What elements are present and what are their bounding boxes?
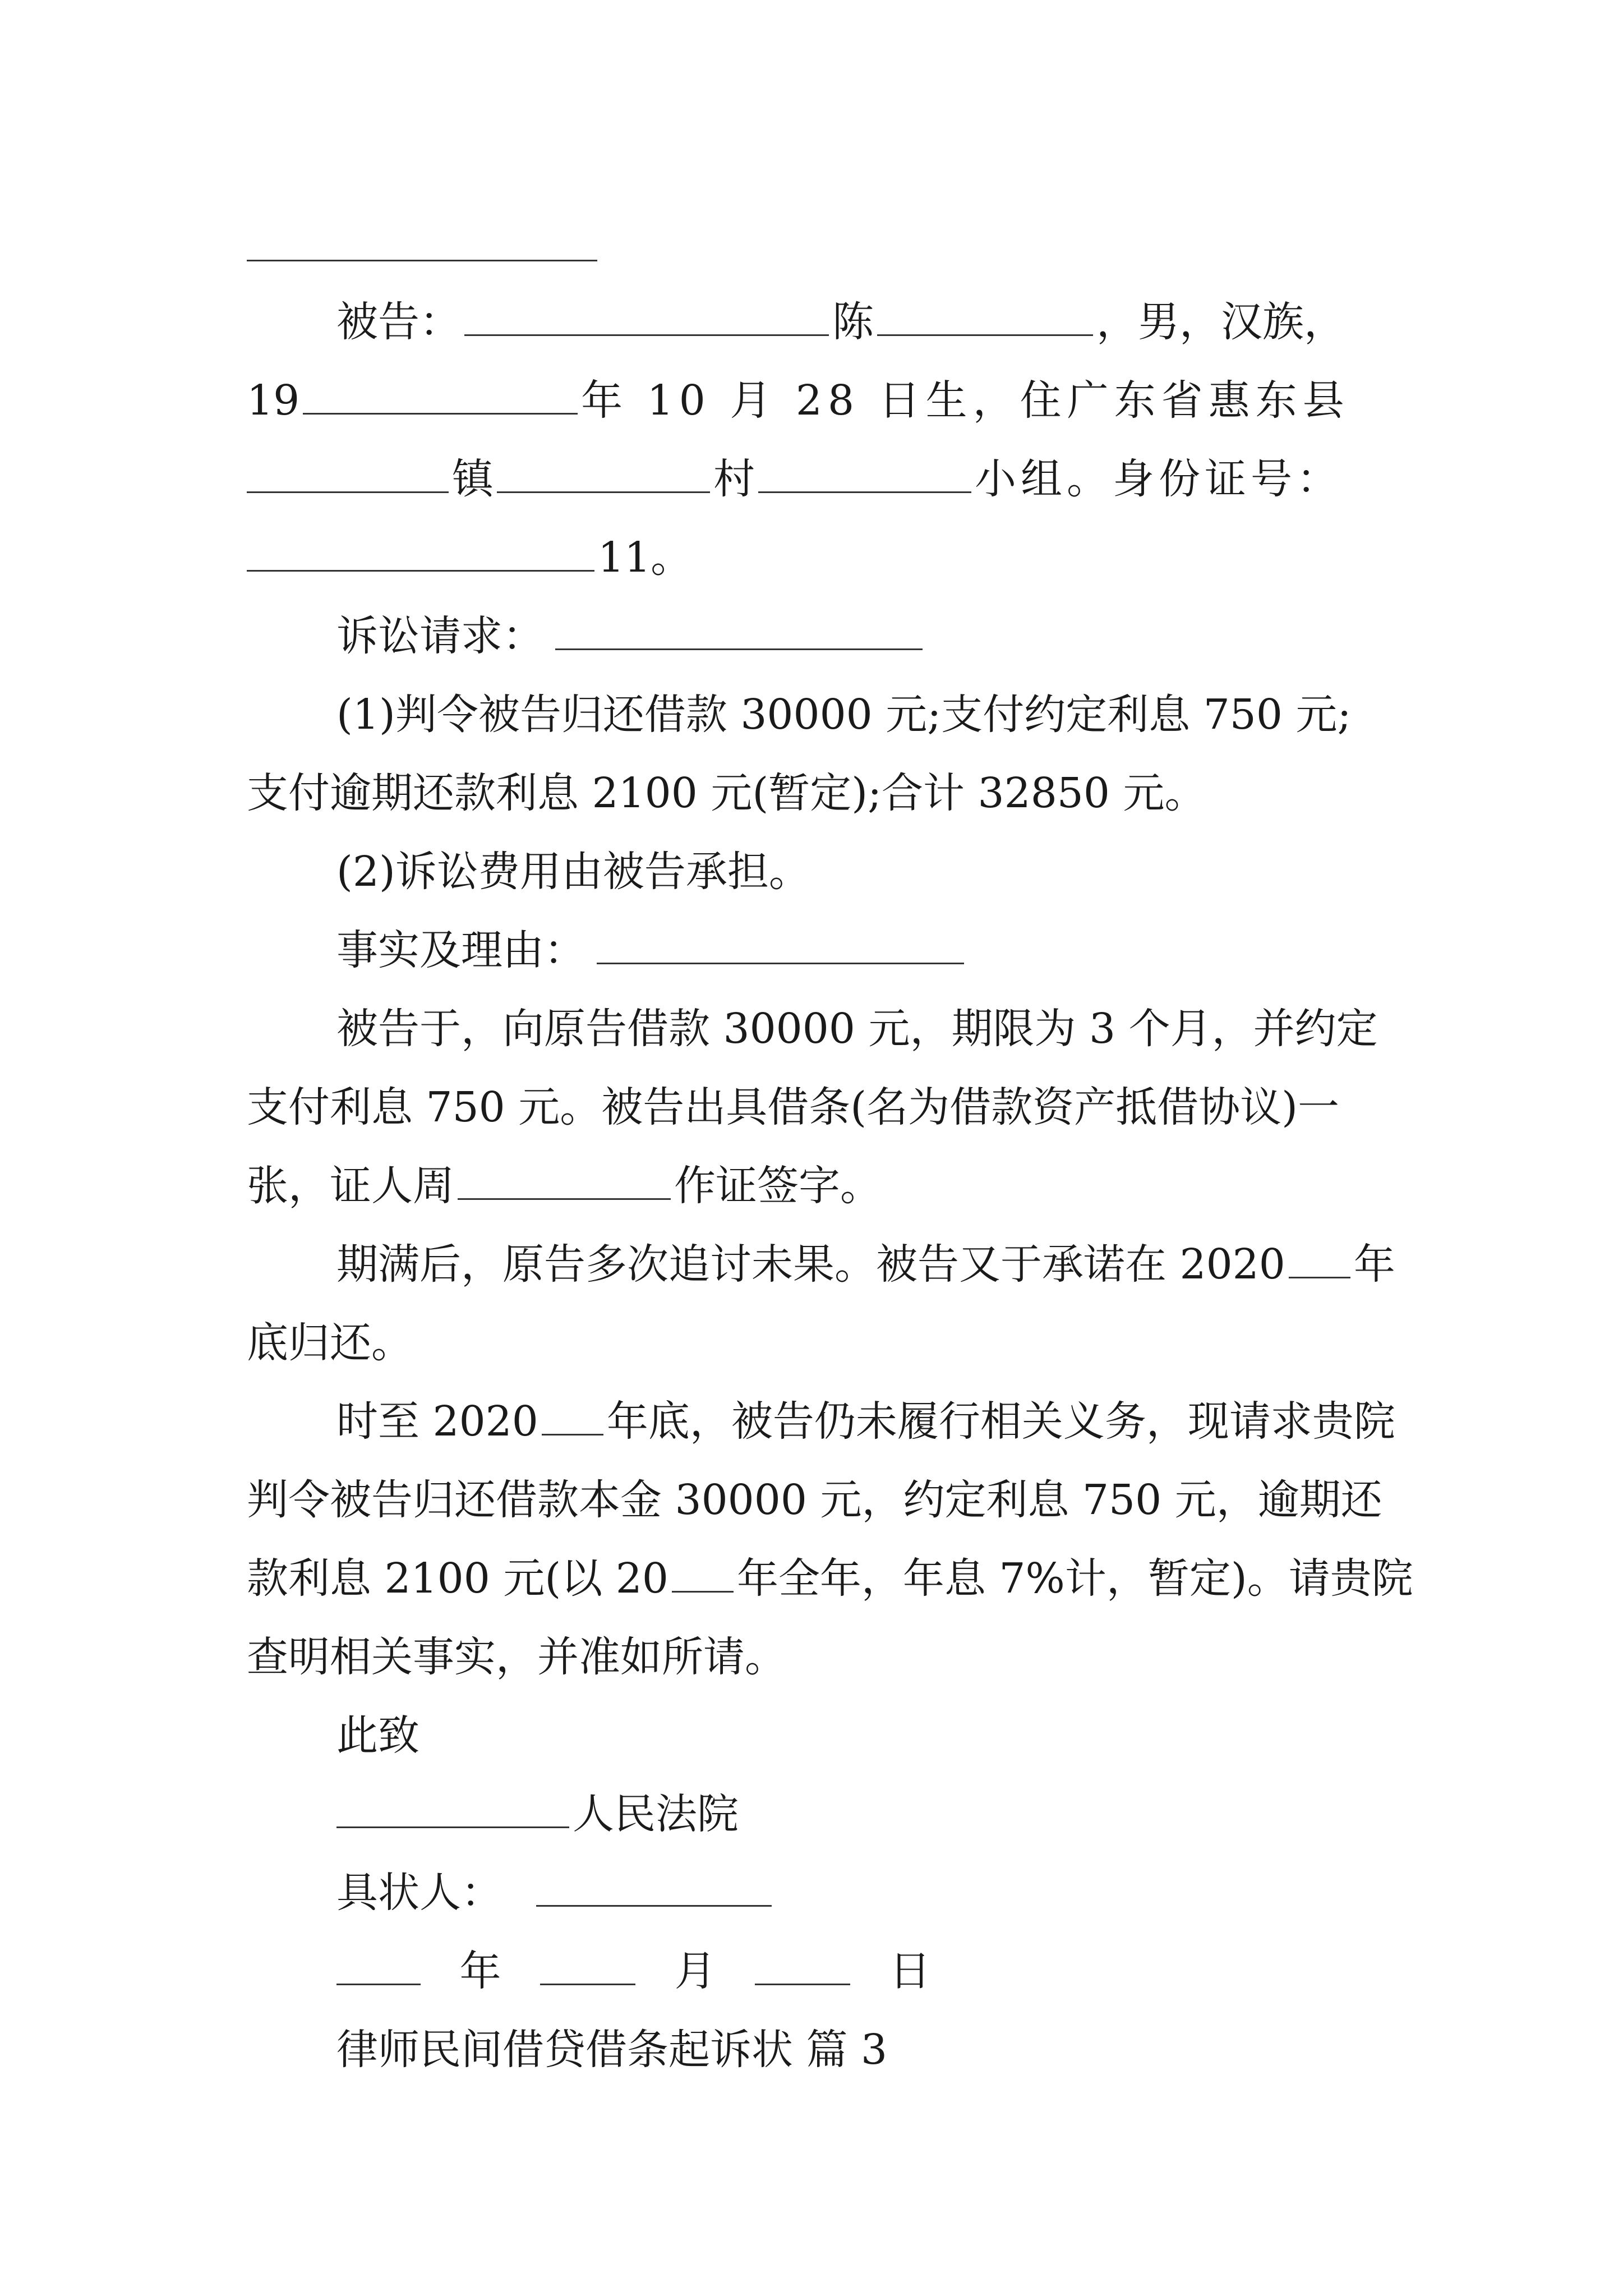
- request-text-4: 款利息 2100 元(以 20: [247, 1554, 668, 1603]
- request-text-6: 查明相关事实，并准如所请。: [247, 1633, 786, 1681]
- claim-1-text-2: 支付逾期还款利息 2100 元(暂定);合计 32850 元。: [247, 769, 1206, 817]
- birth-date-address: 年 10 月 28 日生，住广东省惠东县: [581, 376, 1350, 425]
- defendant-surname: 陈: [832, 298, 874, 346]
- facts-heading: [336, 911, 1391, 990]
- id-number-suffix: 11。: [598, 533, 693, 582]
- facts-line-2: [247, 1068, 1391, 1147]
- defendant-gender-ethnicity: ，男，汉族，: [1096, 298, 1345, 346]
- request-line-2: [247, 1461, 1391, 1539]
- town-label: 镇: [452, 455, 494, 503]
- request-year-blank: [542, 1399, 603, 1435]
- defendant-name-blank: [464, 300, 829, 336]
- birth-year-blank: [303, 378, 578, 415]
- facts-label: 事实及理由：: [336, 926, 585, 974]
- date-month-label: 月: [674, 1947, 716, 1995]
- birth-year-prefix: 19: [247, 376, 300, 425]
- address-line: [247, 440, 1391, 518]
- defendant-given-name-blank: [877, 300, 1093, 336]
- group-id-label: 小组。身份证号：: [975, 455, 1343, 503]
- village-blank: [497, 457, 710, 493]
- facts-line-1: [336, 990, 1391, 1068]
- overdue-text-2: 年: [1353, 1240, 1395, 1289]
- request-text-5: 年全年，年息 7%计，暂定)。请贵院: [736, 1554, 1413, 1603]
- village-label: 村: [713, 455, 755, 503]
- date-year-label: 年: [459, 1947, 501, 1995]
- claim-1-line-2: [247, 754, 1391, 832]
- request-text-2: 年底，被告仍未履行相关义务，现请求贵院: [606, 1397, 1395, 1446]
- claim-2-text: (2)诉讼费用由被告承担。: [336, 848, 810, 896]
- date-year-blank: [336, 1949, 421, 1985]
- overdue-text-1: 期满后，原告多次追讨未果。被告又于承诺在 2020: [336, 1240, 1285, 1289]
- plaintiff-signature-blank: [536, 1870, 772, 1907]
- salutation-line: [336, 1696, 1391, 1775]
- town-blank: [247, 457, 449, 493]
- overdue-line-1: [336, 1225, 1395, 1304]
- request-text-3: 判令被告归还借款本金 30000 元，约定利息 750 元，逾期还: [247, 1476, 1382, 1524]
- interest-year-blank: [672, 1556, 734, 1593]
- salutation-text: 此致: [336, 1711, 419, 1760]
- birth-line: [247, 361, 1391, 440]
- date-day-label: 日: [889, 1947, 931, 1995]
- plaintiff-signature-line: [336, 1853, 1391, 1932]
- witness-name-blank: [458, 1163, 671, 1200]
- witness-text-1: 张，证人周: [247, 1162, 454, 1210]
- date-month-blank: [540, 1949, 635, 1985]
- id-number-line: [247, 518, 1391, 597]
- claims-blank: [555, 614, 923, 650]
- request-text-1: 时至 2020: [336, 1397, 538, 1446]
- court-name-blank: [336, 1792, 569, 1828]
- id-number-blank: [247, 535, 594, 572]
- court-line: [336, 1775, 1391, 1853]
- request-line-4: [247, 1618, 1391, 1696]
- facts-text-1: 被告于，向原告借款 30000 元，期限为 3 个月，并约定: [336, 1005, 1378, 1053]
- date-day-blank: [755, 1949, 850, 1985]
- overdue-year-blank: [1289, 1242, 1350, 1278]
- witness-text-2: 作证签字。: [674, 1162, 882, 1210]
- court-label: 人民法院: [573, 1790, 739, 1838]
- claims-heading: [336, 597, 1391, 675]
- claim-1-line-1: [336, 675, 1391, 754]
- defendant-line: [336, 283, 1391, 361]
- facts-blank: [597, 928, 964, 964]
- claim-2-line: [336, 832, 1391, 911]
- plaintiff-label: 具状人：: [336, 1869, 502, 1917]
- claim-1-text-1: (1)判令被告归还借款 30000 元;支付约定利息 750 元;: [336, 691, 1352, 739]
- claims-label: 诉讼请求：: [336, 612, 544, 660]
- overdue-line-2: [247, 1304, 1391, 1382]
- section-title-line: [336, 2010, 1391, 2089]
- request-line-1: [336, 1382, 1395, 1461]
- defendant-label: 被告：: [336, 298, 461, 346]
- witness-line: [247, 1147, 1391, 1225]
- overdue-text-3: 底归还。: [247, 1319, 413, 1367]
- group-blank: [758, 457, 971, 493]
- section-title: 律师民间借贷借条起诉状 篇 3: [336, 2026, 888, 2074]
- request-line-3: [247, 1539, 1413, 1618]
- facts-text-2: 支付利息 750 元。被告出具借条(名为借款资产抵借协议)一: [247, 1083, 1340, 1131]
- top-blank-line: [247, 260, 597, 261]
- date-line: [336, 1932, 1391, 2010]
